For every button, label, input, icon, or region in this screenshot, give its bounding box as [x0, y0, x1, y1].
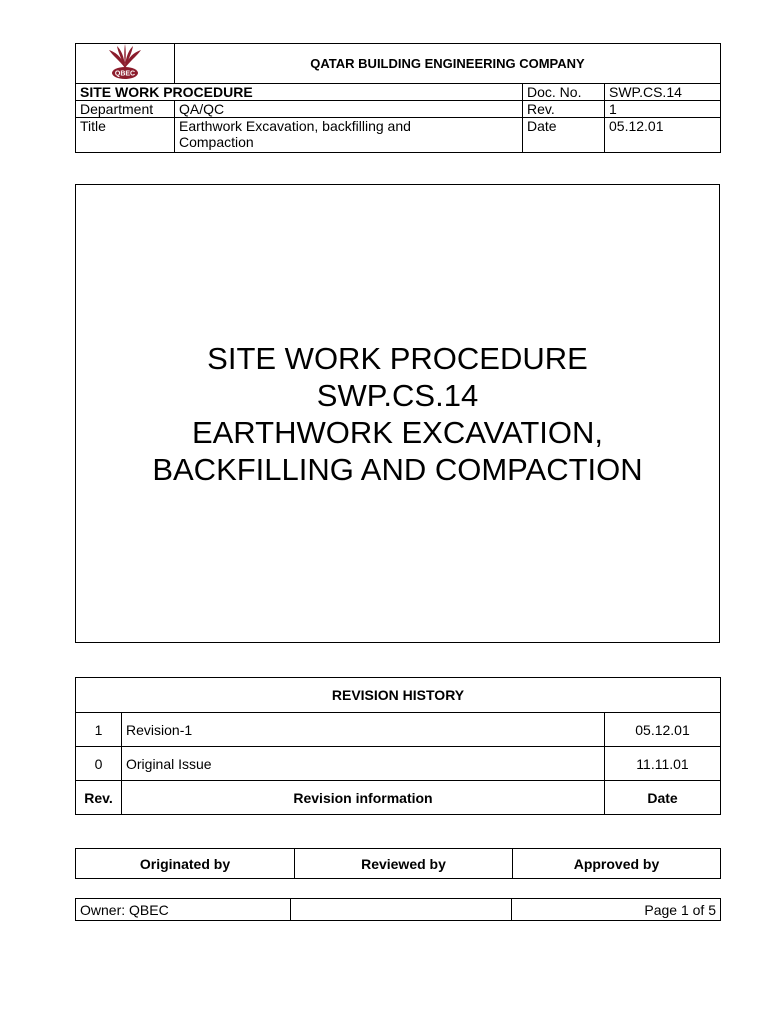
- column-header-date: Date: [605, 781, 721, 815]
- revision-date: 05.12.01: [605, 713, 721, 747]
- table-row: [76, 713, 721, 747]
- logo-text: QBEC: [114, 70, 136, 78]
- originated-by-label: Originated by: [76, 849, 295, 879]
- column-header-info: Revision information: [122, 781, 605, 815]
- company-name: QATAR BUILDING ENGINEERING COMPANY: [175, 44, 721, 84]
- signoff-table: [75, 848, 721, 879]
- rev-value: 1: [605, 101, 721, 118]
- cover-line-1: SITE WORK PROCEDURE: [207, 340, 588, 376]
- rev-label: Rev.: [523, 101, 605, 118]
- revision-history-table: [75, 677, 721, 815]
- doc-no-label: Doc. No.: [523, 84, 605, 101]
- document-header: [75, 43, 721, 153]
- page-number: Page 1 of 5: [512, 899, 721, 921]
- owner-label: Owner: QBEC: [76, 899, 291, 921]
- cover-title-box: [75, 184, 720, 643]
- revision-date: 11.11.01: [605, 747, 721, 781]
- doc-no-value: SWP.CS.14: [605, 84, 721, 101]
- revision-history-heading: REVISION HISTORY: [76, 678, 721, 713]
- column-header-rev: Rev.: [76, 781, 122, 815]
- department-label: Department: [76, 101, 175, 118]
- revision-info: Revision-1: [122, 713, 605, 747]
- cover-line-4: BACKFILLING AND COMPACTION: [152, 451, 643, 487]
- department-value: QA/QC: [175, 101, 523, 118]
- company-logo-cell: [76, 44, 175, 84]
- date-value: 05.12.01: [605, 118, 721, 153]
- revision-number: 1: [76, 713, 122, 747]
- procedure-label: SITE WORK PROCEDURE: [76, 84, 523, 101]
- title-label: Title: [76, 118, 175, 153]
- revision-number: 0: [76, 747, 122, 781]
- approved-by-label: Approved by: [513, 849, 721, 879]
- footer-middle-cell: [291, 899, 512, 921]
- title-line-2: Compaction: [179, 134, 254, 150]
- qbec-logo-icon: [105, 44, 145, 80]
- cover-line-2: SWP.CS.14: [316, 377, 479, 413]
- title-line-1: Earthwork Excavation, backfilling and: [179, 118, 411, 134]
- table-row: [76, 747, 721, 781]
- revision-info: Original Issue: [122, 747, 605, 781]
- date-label: Date: [523, 118, 605, 153]
- page-footer: [75, 898, 721, 921]
- cover-line-3: EARTHWORK EXCAVATION,: [191, 414, 604, 450]
- reviewed-by-label: Reviewed by: [295, 849, 513, 879]
- title-value: [175, 118, 523, 153]
